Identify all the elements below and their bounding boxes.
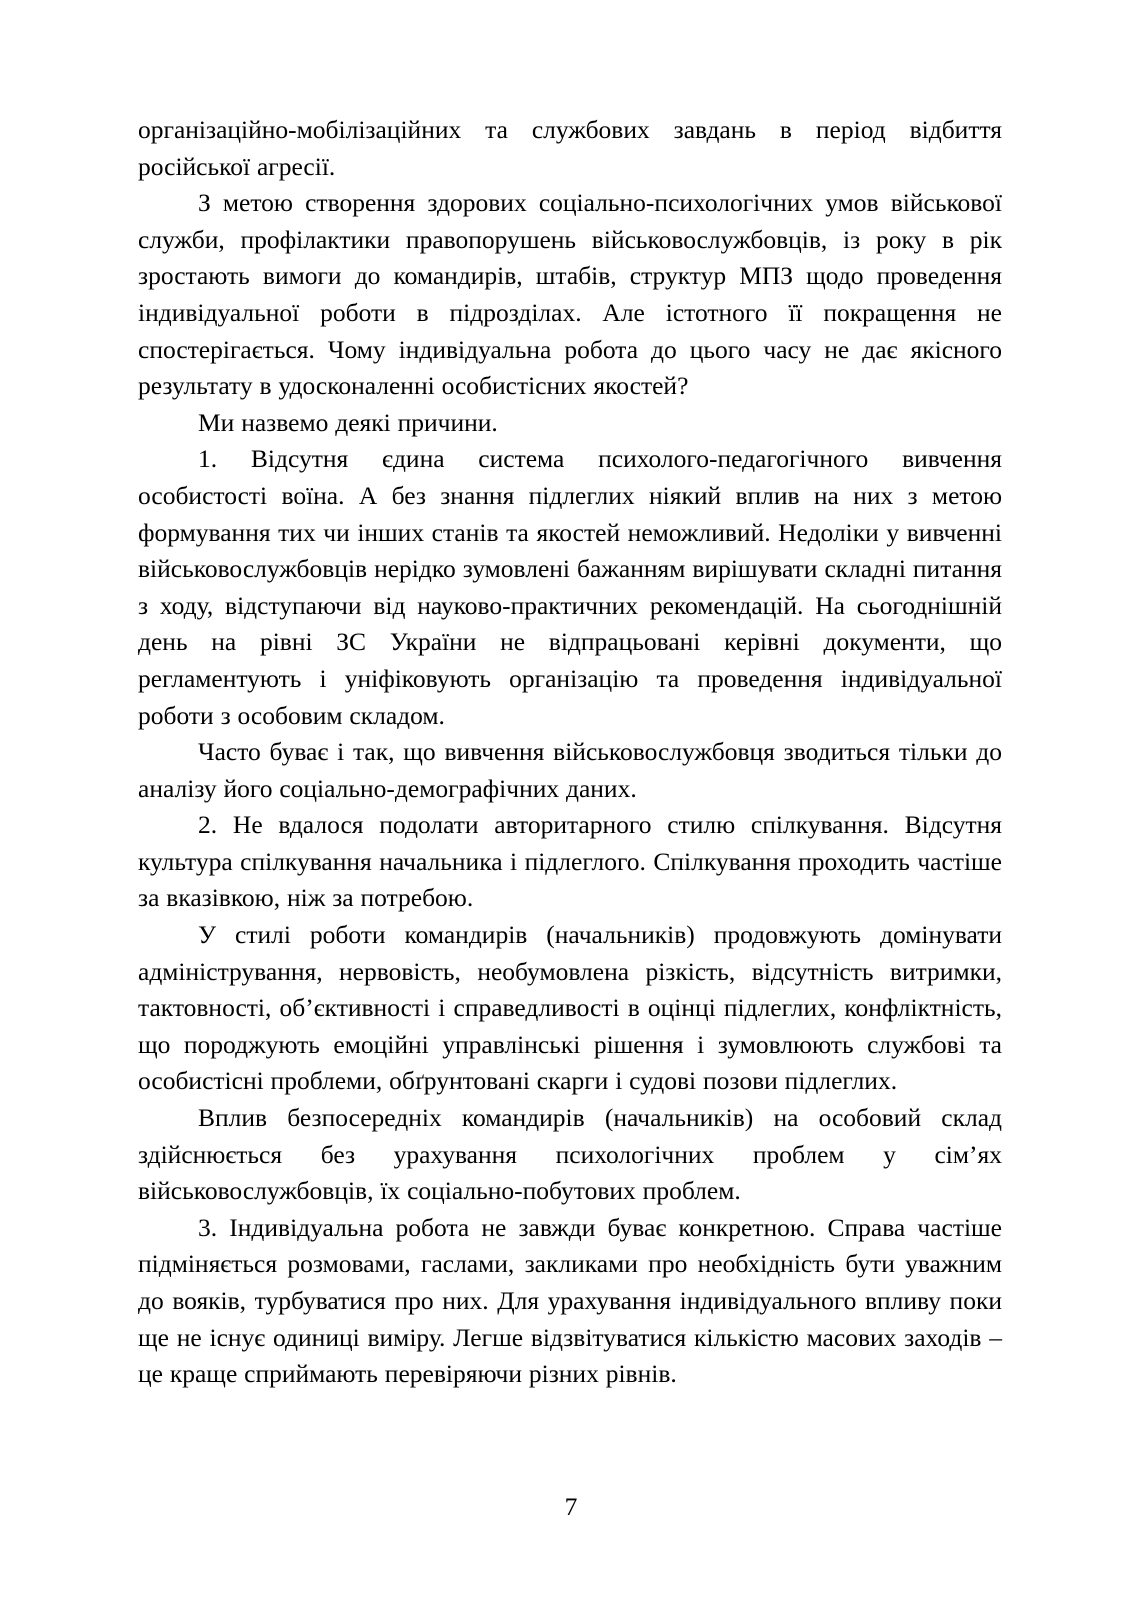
paragraph-goal: З метою створення здорових соціально-психологічних умов військової служби, профілактики правопорушень військовослужбовців, із року в рік зростають вимоги до командирів, штабів, структур МПЗ щодо проведення індивідуальної роботи в підрозділах. Але істотного її покращення не спостерігається. Чому індивідуальна робота до цього часу не дає якісного результату в удосконаленні особистісних якостей? [138,188,1002,401]
body-text-column [138,112,1002,1393]
paragraph-reasons-intro: Ми назвемо деякі причини. [198,407,498,437]
page-number: 7 [564,1492,578,1521]
paragraph-reason-3: 3. Індивідуальна робота не завжди буває конкретною. Справа частіше підміняється розмовами, гаслами, закликами про необхідність бути уважним до вояків, турбуватися про них. Для урахування індивідуального впливу поки ще не існує одиниці виміру. Легше відзвітуватися кількістю масових заходів – це краще сприймають перевіряючи різних рівнів. [138,1212,1002,1389]
paragraph-style: У стилі роботи командирів (начальників) продовжують домінувати адміністрування, нервовість, необумовлена різкість, відсутність витримки, тактовності, об’єктивності і справедливості в оцінці підлеглих, конфліктність, що породжують емоційні управлінські рішення і зумовлюють службові та особистісні проблеми, обґрунтовані скарги і судові позови підлеглих. [138,920,1002,1096]
paragraph-continuation: організаційно-мобілізаційних та службових завдань в період відбиття російської агресії. [138,115,1002,181]
paragraph-influence: Вплив безпосередніх командирів (начальників) на особовий склад здійснюється без урахування психологічних проблем у сім’ях військовослужбовців, їх соціально-побутових проблем. [138,1103,1002,1206]
paragraph-reason-1: 1. Відсутня єдина система психолого-педагогічного вивчення особистості воїна. А без знання підлеглих ніякий вплив на них з метою формування тих чи інших станів та якостей неможливий. Недоліки у вивченні військовослужбовців нерідко зумовлені бажанням вирішувати складні питання з ходу, відступаючи від науково-практичних рекомендацій. На сьогоднішній день на рівні ЗС України не відпрацьовані керівні документи, що регламентують і уніфіковують організацію та проведення індивідуальної роботи з особовим складом. [138,444,1002,730]
paragraph-often-happens: Часто буває і так, що вивчення військовослужбовця зводиться тільки до аналізу його соціально-демографічних даних. [138,737,1002,803]
paragraph-reason-2: 2. Не вдалося подолати авторитарного стилю спілкування. Відсутня культура спілкування начальника і підлеглого. Спілкування проходить частіше за вказівкою, ніж за потребою. [138,810,1002,913]
